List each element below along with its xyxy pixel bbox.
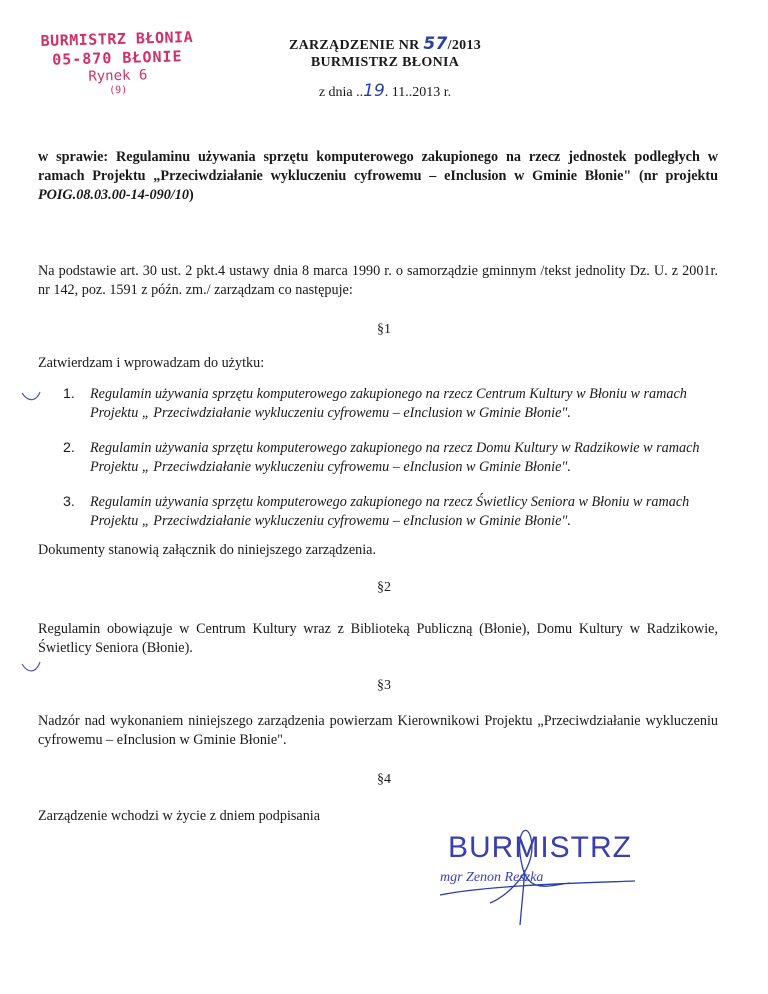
list-item-text: Regulamin używania sprzętu komputerowego zakupionego na rzecz Centrum Kultury w Błoniu w ramach Projektu „ Przeciwdziałanie wykluczeniu cyfrowemu – eInclusion w Gminie Błonie". [90, 386, 687, 421]
date-prefix: z dnia .. [318, 85, 364, 100]
subject-text: w sprawie: Regulaminu używania sprzętu komputerowego zakupionego na rzecz jednostek podległych w ramach Projektu „Przeciwdziałanie wykluczeniu cyfrowemu – eInclusion w Gminie Błonie" (nr projektu [38, 149, 718, 184]
stamp-line-3: Rynek 6 [88, 67, 148, 85]
section-2-text: Regulamin obowiązuje w Centrum Kultury wraz z Biblioteką Publiczną (Błonie), Domu Kultury w Radzikowie, Świetlicy Seniora (Błonie). [38, 621, 718, 656]
list-item-number: 1. [63, 386, 75, 402]
legal-basis: Na podstawie art. 30 ust. 2 pkt.4 ustawy dnia 8 marca 1990 r. o samorządzie gminnym /tekst jednolity Dz. U. z 2001r. nr 142, poz. 1591 z późn. zm./ zarządzam co następuje: [38, 263, 718, 298]
list-item-text: Regulamin używania sprzętu komputerowego zakupionego na rzecz Domu Kultury w Radzikowie w ramach Projektu „ Przeciwdziałanie wykluczeniu cyfrowemu – eInclusion w Gminie Błonie". [90, 440, 700, 475]
document-issuer: BURMISTRZ BŁONIA [310, 55, 460, 70]
handwritten-day: 19 [363, 81, 385, 101]
title-prefix: ZARZĄDZENIE NR [288, 38, 424, 53]
handwritten-number: 57 [423, 34, 448, 54]
date-suffix: . 11..2013 r. [384, 85, 452, 100]
project-number: POIG.08.03.00-14-090/10 [38, 187, 189, 203]
list-item-text: Regulamin używania sprzętu komputerowego zakupionego na rzecz Świetlicy Seniora w Błoniu w ramach Projektu „ Przeciwdziałanie wykluczeniu cyfrowemu – eInclusion w Gminie Błonie". [90, 494, 690, 529]
section-3-text: Nadzór nad wykonaniem niniejszego zarządzenia powierzam Kierownikowi Projektu „Przeciwdziałanie wykluczeniu cyfrowemu – eInclusion w Gminie Błonie". [38, 713, 718, 748]
section-4-heading: §4 [377, 772, 391, 787]
signature-title: BURMISTRZ [448, 831, 632, 864]
stamp-line-4: (9) [109, 84, 128, 97]
section-1-closing: Dokumenty stanowią załącznik do niniejszego zarządzenia. [38, 542, 376, 558]
section-4-text: Zarządzenie wchodzi w życie z dniem podpisania [38, 808, 321, 824]
stamp-line-1: BURMISTRZ BŁONIA [40, 28, 194, 51]
section-2-heading: §2 [377, 580, 391, 595]
section-1-intro: Zatwierdzam i wprowadzam do użytku: [38, 355, 265, 371]
list-item-number: 2. [63, 440, 75, 456]
section-1-heading: §1 [377, 322, 391, 337]
title-suffix: /2013 [447, 38, 482, 53]
section-3-heading: §3 [377, 678, 391, 693]
subject-closing: ) [188, 187, 194, 203]
stamp-line-2: 05-870 BŁONIE [51, 47, 183, 69]
list-item-number: 3. [63, 494, 75, 510]
signature-name: mgr Zenon Reszka [440, 870, 544, 885]
